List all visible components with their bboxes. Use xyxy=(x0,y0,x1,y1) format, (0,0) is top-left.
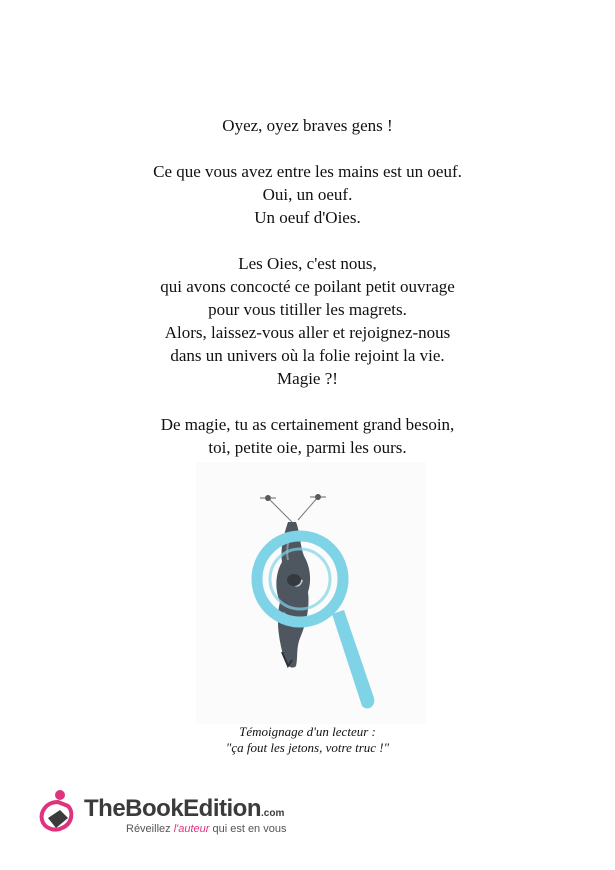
testimonial-heading: Témoignage d'un lecteur : xyxy=(239,724,376,739)
reader-testimonial xyxy=(0,724,615,756)
poem-line: Ce que vous avez entre les mains est un oeuf. xyxy=(153,162,462,181)
brand-name-edition: Edition xyxy=(183,795,261,822)
tagline-before: Réveillez xyxy=(126,823,174,835)
poem-line: Un oeuf d'Oies. xyxy=(254,208,361,227)
poem-line: De magie, tu as certainement grand besoin, xyxy=(160,415,455,434)
magnifying-glass-icon xyxy=(257,536,374,708)
stanza-2 xyxy=(0,160,615,229)
poem-line: Magie ?! xyxy=(277,369,338,388)
brand-name-the: The xyxy=(84,795,126,822)
poem-line: Alors, laissez-vous aller et rejoignez-nous xyxy=(164,323,451,342)
poem-line: dans un univers où la folie rejoint la vie. xyxy=(170,346,445,365)
poem-line: toi, petite oie, parmi les ours. xyxy=(208,438,407,457)
tagline-accent: l'auteur xyxy=(173,823,210,835)
brand-name-dotcom: .com xyxy=(261,808,285,819)
brand-name-book: Book xyxy=(125,795,184,822)
tagline-after: qui est en vous xyxy=(209,823,287,835)
thebookedition-mark-icon xyxy=(38,788,78,834)
poem-line: Les Oies, c'est nous, xyxy=(238,254,377,273)
brand-name xyxy=(84,795,284,823)
poem-line: Oui, un oeuf. xyxy=(262,185,353,204)
poem-line: qui avons concocté ce poilant petit ouvrage xyxy=(160,277,455,296)
poem-text xyxy=(0,114,615,482)
poem-line: Oyez, oyez braves gens ! xyxy=(222,116,393,135)
poem-line: pour vous titiller les magrets. xyxy=(208,300,407,319)
thebookedition-logo xyxy=(38,788,328,844)
puppet-strings-icon xyxy=(260,494,326,522)
brand-tagline xyxy=(126,823,286,835)
testimonial-quote: "ça fout les jetons, votre truc !" xyxy=(225,740,390,755)
stanza-1 xyxy=(0,114,615,137)
stanza-3 xyxy=(0,252,615,390)
magnifier-bear-illustration xyxy=(196,462,426,724)
illustration xyxy=(196,462,426,724)
